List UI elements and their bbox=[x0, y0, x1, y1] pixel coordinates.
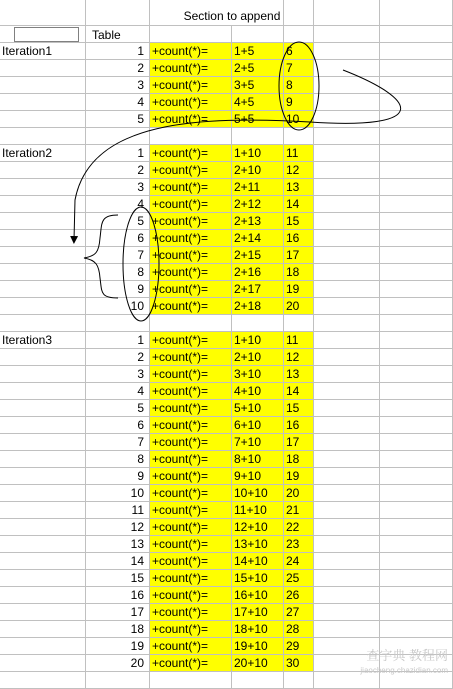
row-number: 1 bbox=[86, 43, 150, 60]
grid-cell[interactable] bbox=[0, 298, 86, 315]
formula-cell: +count(*)= bbox=[150, 638, 232, 655]
formula-cell: +count(*)= bbox=[150, 94, 232, 111]
expression-cell: 13+10 bbox=[232, 536, 284, 553]
grid-cell[interactable] bbox=[314, 196, 380, 213]
grid-cell[interactable] bbox=[0, 162, 86, 179]
grid-cell[interactable] bbox=[0, 94, 86, 111]
result-cell: 15 bbox=[284, 213, 314, 230]
grid-cell[interactable] bbox=[150, 315, 232, 332]
result-cell: 10 bbox=[284, 111, 314, 128]
grid-cell[interactable] bbox=[0, 536, 86, 553]
result-cell: 14 bbox=[284, 383, 314, 400]
result-cell: 18 bbox=[284, 264, 314, 281]
expression-cell: 3+5 bbox=[232, 77, 284, 94]
row-number: 8 bbox=[86, 451, 150, 468]
result-cell: 14 bbox=[284, 196, 314, 213]
expression-cell: 2+5 bbox=[232, 60, 284, 77]
result-cell: 28 bbox=[284, 621, 314, 638]
grid-cell[interactable] bbox=[380, 519, 453, 536]
grid-cell[interactable] bbox=[314, 468, 380, 485]
grid-cell[interactable] bbox=[380, 298, 453, 315]
header-cell[interactable] bbox=[314, 0, 380, 26]
result-cell: 24 bbox=[284, 553, 314, 570]
grid-cell[interactable] bbox=[314, 162, 380, 179]
expression-cell: 12+10 bbox=[232, 519, 284, 536]
grid-cell[interactable] bbox=[314, 77, 380, 94]
row-number: 6 bbox=[86, 417, 150, 434]
formula-cell: +count(*)= bbox=[150, 77, 232, 94]
grid-cell[interactable] bbox=[0, 281, 86, 298]
grid-cell[interactable] bbox=[0, 519, 86, 536]
grid-cell[interactable] bbox=[380, 434, 453, 451]
formula-cell: +count(*)= bbox=[150, 366, 232, 383]
result-cell: 30 bbox=[284, 655, 314, 672]
row-number: 6 bbox=[86, 230, 150, 247]
table-label: Table bbox=[92, 28, 121, 42]
result-cell: 17 bbox=[284, 247, 314, 264]
expression-cell: 2+11 bbox=[232, 179, 284, 196]
formula-cell: +count(*)= bbox=[150, 417, 232, 434]
result-cell: 25 bbox=[284, 570, 314, 587]
grid-cell[interactable] bbox=[0, 77, 86, 94]
result-cell: 27 bbox=[284, 604, 314, 621]
header-cell[interactable] bbox=[380, 0, 453, 26]
formula-cell: +count(*)= bbox=[150, 621, 232, 638]
grid-cell[interactable] bbox=[314, 145, 380, 162]
grid-cell[interactable] bbox=[0, 111, 86, 128]
grid-cell[interactable] bbox=[0, 434, 86, 451]
result-cell: 17 bbox=[284, 434, 314, 451]
grid-cell[interactable] bbox=[314, 451, 380, 468]
result-cell: 26 bbox=[284, 587, 314, 604]
grid-cell[interactable] bbox=[0, 230, 86, 247]
grid-cell[interactable] bbox=[0, 638, 86, 655]
grid-cell[interactable] bbox=[314, 247, 380, 264]
expression-cell: 16+10 bbox=[232, 587, 284, 604]
result-cell: 11 bbox=[284, 145, 314, 162]
formula-cell: +count(*)= bbox=[150, 43, 232, 60]
header-cell[interactable] bbox=[0, 26, 86, 43]
grid-cell[interactable] bbox=[150, 672, 232, 689]
grid-cell[interactable] bbox=[314, 315, 380, 332]
formula-cell: +count(*)= bbox=[150, 587, 232, 604]
grid-cell[interactable] bbox=[380, 604, 453, 621]
header-cell[interactable] bbox=[86, 26, 150, 43]
grid-cell[interactable] bbox=[380, 315, 453, 332]
header-cell[interactable] bbox=[0, 0, 86, 26]
grid-cell[interactable] bbox=[380, 247, 453, 264]
expression-cell: 15+10 bbox=[232, 570, 284, 587]
row-number: 5 bbox=[86, 111, 150, 128]
grid-cell[interactable] bbox=[380, 332, 453, 349]
formula-cell: +count(*)= bbox=[150, 434, 232, 451]
header-cell[interactable] bbox=[284, 26, 314, 43]
header-cell[interactable] bbox=[232, 26, 284, 43]
grid-cell[interactable] bbox=[380, 553, 453, 570]
grid-cell[interactable] bbox=[314, 349, 380, 366]
formula-cell: +count(*)= bbox=[150, 145, 232, 162]
formula-cell: +count(*)= bbox=[150, 213, 232, 230]
expression-cell: 2+17 bbox=[232, 281, 284, 298]
formula-cell: +count(*)= bbox=[150, 468, 232, 485]
grid-cell[interactable] bbox=[284, 672, 314, 689]
grid-cell[interactable] bbox=[0, 502, 86, 519]
grid-cell[interactable] bbox=[314, 332, 380, 349]
grid-cell[interactable] bbox=[284, 315, 314, 332]
expression-cell: 9+10 bbox=[232, 468, 284, 485]
row-number: 10 bbox=[86, 298, 150, 315]
formula-cell: +count(*)= bbox=[150, 349, 232, 366]
row-number: 1 bbox=[86, 145, 150, 162]
row-number: 20 bbox=[86, 655, 150, 672]
formula-cell: +count(*)= bbox=[150, 502, 232, 519]
grid-cell[interactable] bbox=[380, 366, 453, 383]
expression-cell: 5+5 bbox=[232, 111, 284, 128]
expression-cell: 19+10 bbox=[232, 638, 284, 655]
row-number: 14 bbox=[86, 553, 150, 570]
row-number: 5 bbox=[86, 400, 150, 417]
grid-cell[interactable] bbox=[380, 264, 453, 281]
result-cell: 23 bbox=[284, 536, 314, 553]
row-number: 4 bbox=[86, 94, 150, 111]
formula-cell: +count(*)= bbox=[150, 298, 232, 315]
result-cell: 22 bbox=[284, 519, 314, 536]
row-number: 8 bbox=[86, 264, 150, 281]
grid-cell[interactable] bbox=[0, 128, 86, 145]
grid-cell[interactable] bbox=[86, 672, 150, 689]
result-cell: 18 bbox=[284, 451, 314, 468]
row-number: 18 bbox=[86, 621, 150, 638]
grid-cell[interactable] bbox=[0, 349, 86, 366]
grid-cell[interactable] bbox=[314, 485, 380, 502]
grid-cell[interactable] bbox=[314, 383, 380, 400]
expression-cell: 4+10 bbox=[232, 383, 284, 400]
grid-cell[interactable] bbox=[314, 264, 380, 281]
expression-cell: 2+12 bbox=[232, 196, 284, 213]
grid-cell[interactable] bbox=[314, 213, 380, 230]
expression-cell: 5+10 bbox=[232, 400, 284, 417]
header-cell[interactable] bbox=[86, 0, 150, 26]
grid-cell[interactable] bbox=[314, 519, 380, 536]
grid-cell[interactable] bbox=[380, 162, 453, 179]
grid-cell[interactable] bbox=[314, 553, 380, 570]
grid-cell[interactable] bbox=[380, 502, 453, 519]
row-number: 3 bbox=[86, 77, 150, 94]
grid-cell[interactable] bbox=[380, 196, 453, 213]
grid-cell[interactable] bbox=[380, 281, 453, 298]
watermark-url: jiaocheng.chazidian.com bbox=[360, 666, 448, 675]
section-title: Section to append bbox=[183, 9, 281, 23]
grid-cell[interactable] bbox=[284, 128, 314, 145]
row-number: 19 bbox=[86, 638, 150, 655]
row-number: 11 bbox=[86, 502, 150, 519]
grid-cell[interactable] bbox=[314, 298, 380, 315]
grid-cell[interactable] bbox=[380, 400, 453, 417]
grid-cell[interactable] bbox=[0, 315, 86, 332]
formula-cell: +count(*)= bbox=[150, 264, 232, 281]
watermark-text: 查字典 教程网 bbox=[366, 648, 448, 663]
result-cell: 20 bbox=[284, 485, 314, 502]
grid-cell[interactable] bbox=[232, 672, 284, 689]
grid-cell[interactable] bbox=[0, 60, 86, 77]
expression-cell: 2+10 bbox=[232, 349, 284, 366]
grid-cell[interactable] bbox=[0, 247, 86, 264]
grid-cell[interactable] bbox=[380, 230, 453, 247]
result-cell: 16 bbox=[284, 417, 314, 434]
row-number: 7 bbox=[86, 434, 150, 451]
grid-cell[interactable] bbox=[380, 128, 453, 145]
expression-cell: 3+10 bbox=[232, 366, 284, 383]
grid-cell[interactable] bbox=[0, 570, 86, 587]
formula-cell: +count(*)= bbox=[150, 179, 232, 196]
formula-cell: +count(*)= bbox=[150, 60, 232, 77]
formula-cell: +count(*)= bbox=[150, 553, 232, 570]
grid-cell[interactable] bbox=[314, 417, 380, 434]
grid-cell[interactable] bbox=[380, 111, 453, 128]
expression-cell: 10+10 bbox=[232, 485, 284, 502]
row-number: 3 bbox=[86, 366, 150, 383]
row-number: 10 bbox=[86, 485, 150, 502]
grid-cell[interactable] bbox=[314, 570, 380, 587]
row-number: 2 bbox=[86, 349, 150, 366]
row-number: 5 bbox=[86, 213, 150, 230]
row-number: 9 bbox=[86, 468, 150, 485]
formula-cell: +count(*)= bbox=[150, 519, 232, 536]
result-cell: 13 bbox=[284, 366, 314, 383]
grid-cell[interactable] bbox=[314, 536, 380, 553]
grid-cell[interactable] bbox=[0, 655, 86, 672]
expression-cell: 2+14 bbox=[232, 230, 284, 247]
grid-cell[interactable] bbox=[232, 128, 284, 145]
grid-cell[interactable] bbox=[314, 43, 380, 60]
result-cell: 19 bbox=[284, 468, 314, 485]
grid-cell[interactable] bbox=[0, 621, 86, 638]
expression-cell: 20+10 bbox=[232, 655, 284, 672]
grid-cell[interactable] bbox=[380, 536, 453, 553]
expression-cell: 14+10 bbox=[232, 553, 284, 570]
grid-cell[interactable] bbox=[314, 587, 380, 604]
formula-cell: +count(*)= bbox=[150, 536, 232, 553]
grid-cell[interactable] bbox=[380, 43, 453, 60]
grid-cell[interactable] bbox=[0, 213, 86, 230]
formula-cell: +count(*)= bbox=[150, 655, 232, 672]
grid-cell[interactable] bbox=[0, 366, 86, 383]
grid-cell[interactable] bbox=[0, 417, 86, 434]
grid-cell[interactable] bbox=[380, 213, 453, 230]
grid-cell[interactable] bbox=[314, 434, 380, 451]
expression-cell: 18+10 bbox=[232, 621, 284, 638]
grid-cell[interactable] bbox=[314, 111, 380, 128]
result-cell: 16 bbox=[284, 230, 314, 247]
row-number: 2 bbox=[86, 162, 150, 179]
grid-cell[interactable] bbox=[150, 128, 232, 145]
row-number: 12 bbox=[86, 519, 150, 536]
grid-cell[interactable] bbox=[0, 587, 86, 604]
formula-cell: +count(*)= bbox=[150, 485, 232, 502]
iteration-label: Iteration1 bbox=[0, 43, 86, 60]
row-number: 17 bbox=[86, 604, 150, 621]
grid-cell[interactable] bbox=[380, 145, 453, 162]
grid-cell[interactable] bbox=[380, 451, 453, 468]
expression-cell: 2+13 bbox=[232, 213, 284, 230]
row-number: 15 bbox=[86, 570, 150, 587]
result-cell: 12 bbox=[284, 349, 314, 366]
formula-cell: +count(*)= bbox=[150, 196, 232, 213]
grid-cell[interactable] bbox=[0, 604, 86, 621]
grid-cell[interactable] bbox=[314, 281, 380, 298]
grid-cell[interactable] bbox=[0, 196, 86, 213]
grid-cell[interactable] bbox=[380, 349, 453, 366]
grid-cell[interactable] bbox=[380, 587, 453, 604]
result-cell: 13 bbox=[284, 179, 314, 196]
grid-cell[interactable] bbox=[380, 60, 453, 77]
grid-cell[interactable] bbox=[380, 621, 453, 638]
header-cell[interactable] bbox=[150, 0, 284, 26]
grid-cell[interactable] bbox=[314, 60, 380, 77]
grid-cell[interactable] bbox=[314, 179, 380, 196]
row-number: 2 bbox=[86, 60, 150, 77]
grid-cell[interactable] bbox=[314, 604, 380, 621]
row-number: 3 bbox=[86, 179, 150, 196]
expression-cell: 11+10 bbox=[232, 502, 284, 519]
grid-cell[interactable] bbox=[314, 621, 380, 638]
grid-cell[interactable] bbox=[314, 94, 380, 111]
grid-cell[interactable] bbox=[314, 502, 380, 519]
header-cell[interactable] bbox=[284, 0, 314, 26]
formula-cell: +count(*)= bbox=[150, 332, 232, 349]
grid-cell[interactable] bbox=[380, 94, 453, 111]
formula-cell: +count(*)= bbox=[150, 570, 232, 587]
formula-cell: +count(*)= bbox=[150, 400, 232, 417]
grid-cell[interactable] bbox=[0, 179, 86, 196]
result-cell: 12 bbox=[284, 162, 314, 179]
grid-cell[interactable] bbox=[86, 128, 150, 145]
header-cell[interactable] bbox=[380, 26, 453, 43]
result-cell: 8 bbox=[284, 77, 314, 94]
expression-cell: 1+5 bbox=[232, 43, 284, 60]
iteration-label: Iteration3 bbox=[0, 332, 86, 349]
result-cell: 7 bbox=[284, 60, 314, 77]
grid-cell[interactable] bbox=[380, 179, 453, 196]
row-number: 13 bbox=[86, 536, 150, 553]
expression-cell: 8+10 bbox=[232, 451, 284, 468]
grid-cell[interactable] bbox=[0, 383, 86, 400]
result-cell: 11 bbox=[284, 332, 314, 349]
result-cell: 21 bbox=[284, 502, 314, 519]
formula-cell: +count(*)= bbox=[150, 383, 232, 400]
grid-cell[interactable] bbox=[380, 417, 453, 434]
row-number: 16 bbox=[86, 587, 150, 604]
result-cell: 29 bbox=[284, 638, 314, 655]
result-cell: 6 bbox=[284, 43, 314, 60]
grid-cell[interactable] bbox=[380, 570, 453, 587]
expression-cell: 2+18 bbox=[232, 298, 284, 315]
grid-cell[interactable] bbox=[380, 485, 453, 502]
result-cell: 15 bbox=[284, 400, 314, 417]
grid-cell[interactable] bbox=[314, 230, 380, 247]
expression-cell: 1+10 bbox=[232, 145, 284, 162]
row-number: 7 bbox=[86, 247, 150, 264]
expression-cell: 2+16 bbox=[232, 264, 284, 281]
row-number: 9 bbox=[86, 281, 150, 298]
iteration-label: Iteration2 bbox=[0, 145, 86, 162]
result-cell: 19 bbox=[284, 281, 314, 298]
row-number: 1 bbox=[86, 332, 150, 349]
expression-cell: 2+10 bbox=[232, 162, 284, 179]
formula-cell: +count(*)= bbox=[150, 247, 232, 264]
formula-cell: +count(*)= bbox=[150, 281, 232, 298]
grid-cell[interactable] bbox=[0, 264, 86, 281]
formula-cell: +count(*)= bbox=[150, 451, 232, 468]
result-cell: 20 bbox=[284, 298, 314, 315]
expression-cell: 1+10 bbox=[232, 332, 284, 349]
grid-cell[interactable] bbox=[0, 672, 86, 689]
expression-cell: 7+10 bbox=[232, 434, 284, 451]
grid-cell[interactable] bbox=[314, 400, 380, 417]
row-number: 4 bbox=[86, 196, 150, 213]
formula-cell: +count(*)= bbox=[150, 162, 232, 179]
formula-cell: +count(*)= bbox=[150, 230, 232, 247]
header-cell[interactable] bbox=[314, 26, 380, 43]
grid-cell[interactable] bbox=[0, 553, 86, 570]
result-cell: 9 bbox=[284, 94, 314, 111]
grid-cell[interactable] bbox=[380, 77, 453, 94]
grid-cell[interactable] bbox=[380, 468, 453, 485]
grid-cell[interactable] bbox=[380, 383, 453, 400]
header-cell[interactable] bbox=[150, 26, 232, 43]
grid-cell[interactable] bbox=[86, 315, 150, 332]
expression-cell: 2+15 bbox=[232, 247, 284, 264]
grid-cell[interactable] bbox=[232, 315, 284, 332]
grid-cell[interactable] bbox=[0, 400, 86, 417]
formula-cell: +count(*)= bbox=[150, 111, 232, 128]
expression-cell: 6+10 bbox=[232, 417, 284, 434]
grid-cell[interactable] bbox=[314, 366, 380, 383]
grid-cell[interactable] bbox=[0, 468, 86, 485]
grid-cell[interactable] bbox=[314, 128, 380, 145]
expression-cell: 4+5 bbox=[232, 94, 284, 111]
grid-cell[interactable] bbox=[0, 485, 86, 502]
grid-cell[interactable] bbox=[0, 451, 86, 468]
formula-cell: +count(*)= bbox=[150, 604, 232, 621]
row-number: 4 bbox=[86, 383, 150, 400]
expression-cell: 17+10 bbox=[232, 604, 284, 621]
